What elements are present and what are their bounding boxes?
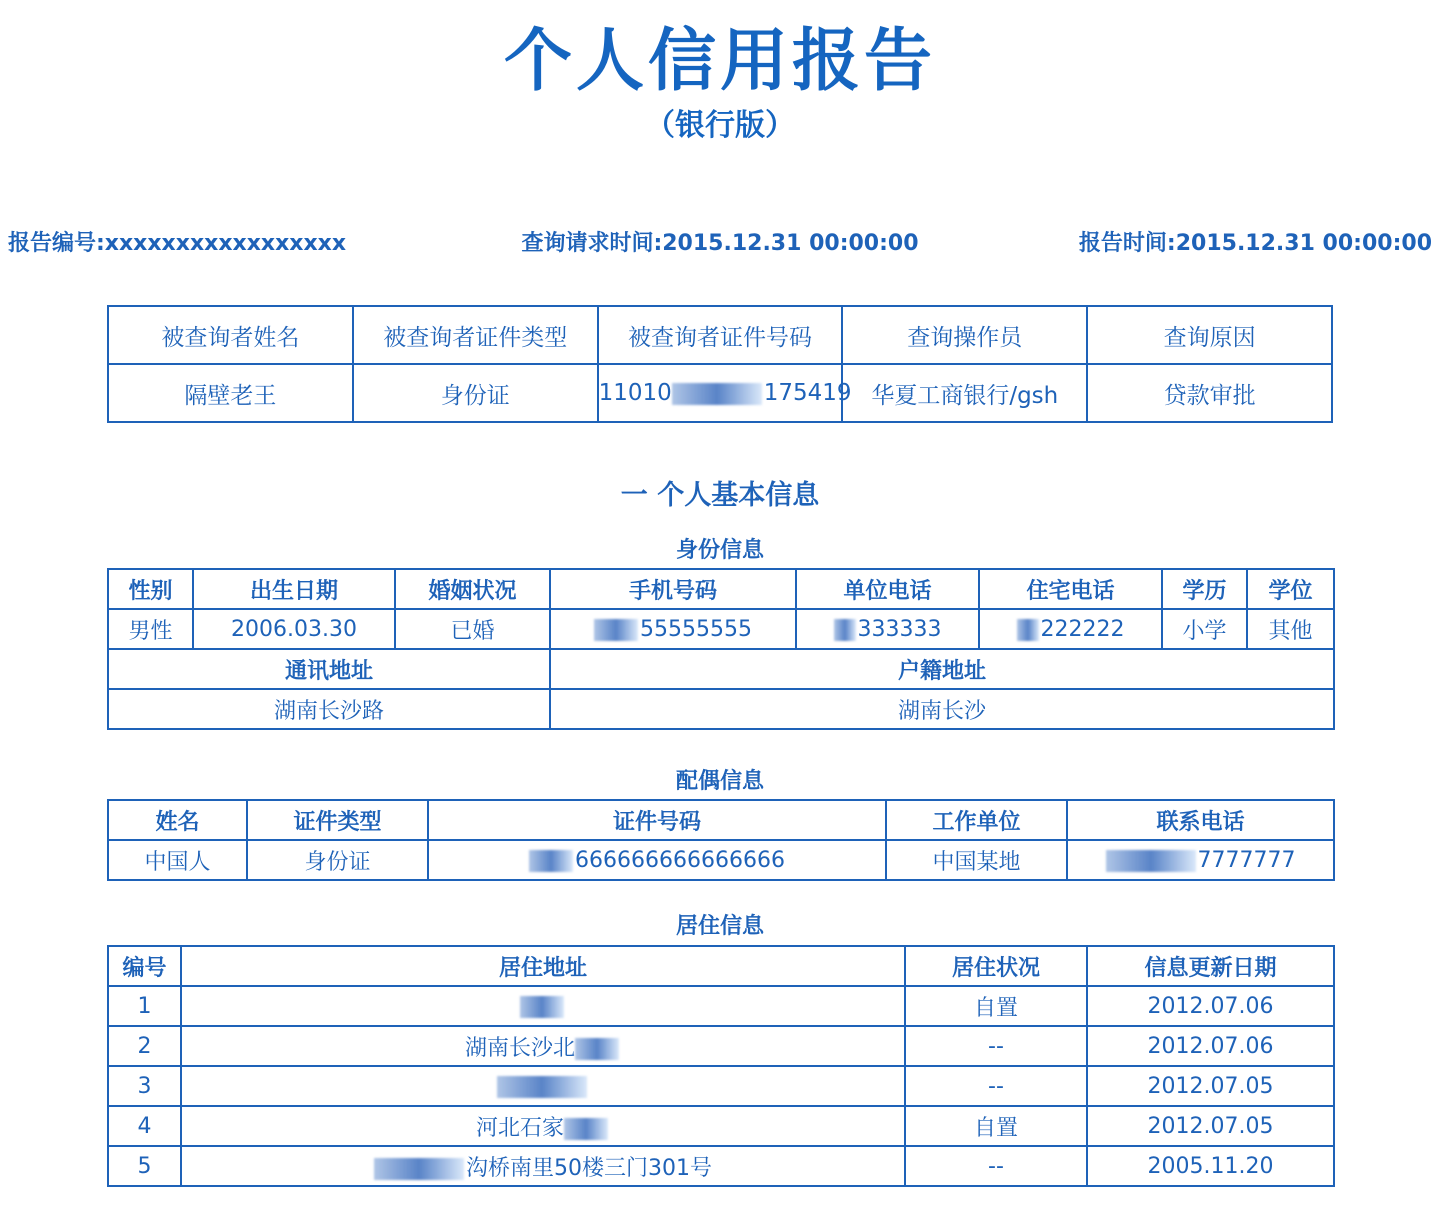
table-row <box>108 1026 1334 1066</box>
section-title-basic-info: 一 个人基本信息 <box>620 480 820 511</box>
report-subtitle: （银行版） <box>645 108 795 143</box>
report-number: 报告编号:xxxxxxxxxxxxxxxxx <box>8 231 347 256</box>
query-operator: 华夏工商银行/gsh <box>842 364 1087 422</box>
table-header-row <box>108 649 1334 689</box>
residence-address: 湖南长沙北 <box>181 1026 905 1066</box>
redaction-blur <box>672 383 762 405</box>
header-cell: 单位电话 <box>796 569 979 609</box>
redaction-blur <box>1106 850 1196 872</box>
residence-table <box>107 945 1335 1187</box>
table-row <box>108 1066 1334 1106</box>
row-number: 1 <box>108 986 181 1026</box>
header-cell: 性别 <box>108 569 193 609</box>
spouse-employer: 中国某地 <box>886 840 1067 880</box>
header-cell: 信息更新日期 <box>1087 946 1334 986</box>
table-header-row <box>108 800 1334 840</box>
identity-table <box>107 568 1335 730</box>
header-cell: 联系电话 <box>1067 800 1334 840</box>
update-date: 2005.11.20 <box>1087 1146 1334 1186</box>
table-row <box>108 364 1332 422</box>
residence-status: -- <box>905 1146 1087 1186</box>
header-cell: 姓名 <box>108 800 247 840</box>
subsection-title-identity: 身份信息 <box>675 538 764 563</box>
table-header-row <box>108 569 1334 609</box>
subject-id-number <box>598 364 852 422</box>
report-title: 个人信用报告 <box>503 22 936 101</box>
header-cell: 学位 <box>1247 569 1334 609</box>
residence-address <box>181 1066 905 1106</box>
spouse-id-type: 身份证 <box>247 840 428 880</box>
table-row <box>108 1146 1334 1186</box>
table-header-row <box>108 306 1332 364</box>
row-number: 5 <box>108 1146 181 1186</box>
mobile-number: 55555555 <box>550 609 796 649</box>
residence-status: -- <box>905 1066 1087 1106</box>
education: 小学 <box>1162 609 1247 649</box>
header-cell: 婚姻状况 <box>395 569 550 609</box>
header-cell: 工作单位 <box>886 800 1067 840</box>
subsection-title-spouse: 配偶信息 <box>675 769 764 794</box>
update-date: 2012.07.06 <box>1087 1026 1334 1066</box>
header-cell: 住宅电话 <box>979 569 1162 609</box>
header-cell: 户籍地址 <box>550 649 1334 689</box>
report-time: 报告时间:2015.12.31 00:00:00 <box>1078 231 1432 256</box>
header-cell: 通讯地址 <box>108 649 550 689</box>
header-cell: 证件号码 <box>428 800 886 840</box>
row-number: 2 <box>108 1026 181 1066</box>
redaction-blur <box>834 619 856 641</box>
residence-address: 沟桥南里50楼三门301号 <box>181 1146 905 1186</box>
header-cell: 被查询者证件类型 <box>353 306 598 364</box>
registered-address: 湖南长沙 <box>550 689 1334 729</box>
header-cell: 编号 <box>108 946 181 986</box>
redaction-blur <box>529 850 573 872</box>
table-row <box>108 609 1334 649</box>
update-date: 2012.07.05 <box>1087 1066 1334 1106</box>
update-date: 2012.07.05 <box>1087 1106 1334 1146</box>
header-cell: 被查询者证件号码 <box>598 306 843 364</box>
header-cell: 被查询者姓名 <box>108 306 353 364</box>
residence-status: 自置 <box>905 986 1087 1026</box>
header-cell: 居住状况 <box>905 946 1087 986</box>
spouse-name: 中国人 <box>108 840 247 880</box>
work-phone: 333333 <box>796 609 979 649</box>
header-cell: 证件类型 <box>247 800 428 840</box>
subject-id-type: 身份证 <box>353 364 598 422</box>
subject-name: 隔壁老王 <box>108 364 353 422</box>
birth-date: 2006.03.30 <box>193 609 395 649</box>
table-row <box>108 840 1334 880</box>
redaction-blur <box>594 619 638 641</box>
spouse-id-number: 666666666666666 <box>428 840 886 880</box>
redaction-blur <box>520 996 564 1018</box>
query-request-time: 查询请求时间:2015.12.31 00:00:00 <box>521 231 919 256</box>
query-table <box>107 305 1333 423</box>
query-reason: 贷款审批 <box>1087 364 1332 422</box>
header-cell: 学历 <box>1162 569 1247 609</box>
header-cell: 手机号码 <box>550 569 796 609</box>
residence-status: 自置 <box>905 1106 1087 1146</box>
row-number: 4 <box>108 1106 181 1146</box>
row-number: 3 <box>108 1066 181 1106</box>
id-suffix: 175419 <box>763 380 852 406</box>
redaction-blur <box>374 1158 464 1180</box>
table-row <box>108 1106 1334 1146</box>
degree: 其他 <box>1247 609 1334 649</box>
table-row <box>108 986 1334 1026</box>
spouse-table <box>107 799 1335 881</box>
header-cell: 居住地址 <box>181 946 905 986</box>
marital-status: 已婚 <box>395 609 550 649</box>
residence-address <box>181 986 905 1026</box>
table-header-row <box>108 946 1334 986</box>
redaction-blur <box>497 1076 587 1098</box>
gender: 男性 <box>108 609 193 649</box>
header-cell: 查询操作员 <box>842 306 1087 364</box>
home-phone: 222222 <box>979 609 1162 649</box>
update-date: 2012.07.06 <box>1087 986 1334 1026</box>
redaction-blur <box>1017 619 1039 641</box>
id-prefix: 11010 <box>598 380 672 406</box>
mailing-address: 湖南长沙路 <box>108 689 550 729</box>
header-cell: 查询原因 <box>1087 306 1332 364</box>
header-cell: 出生日期 <box>193 569 395 609</box>
spouse-phone: 7777777 <box>1067 840 1334 880</box>
subsection-title-residence: 居住信息 <box>675 914 764 939</box>
residence-address: 河北石家 <box>181 1106 905 1146</box>
residence-status: -- <box>905 1026 1087 1066</box>
redaction-blur <box>575 1038 619 1060</box>
redaction-blur <box>564 1118 608 1140</box>
table-row <box>108 689 1334 729</box>
